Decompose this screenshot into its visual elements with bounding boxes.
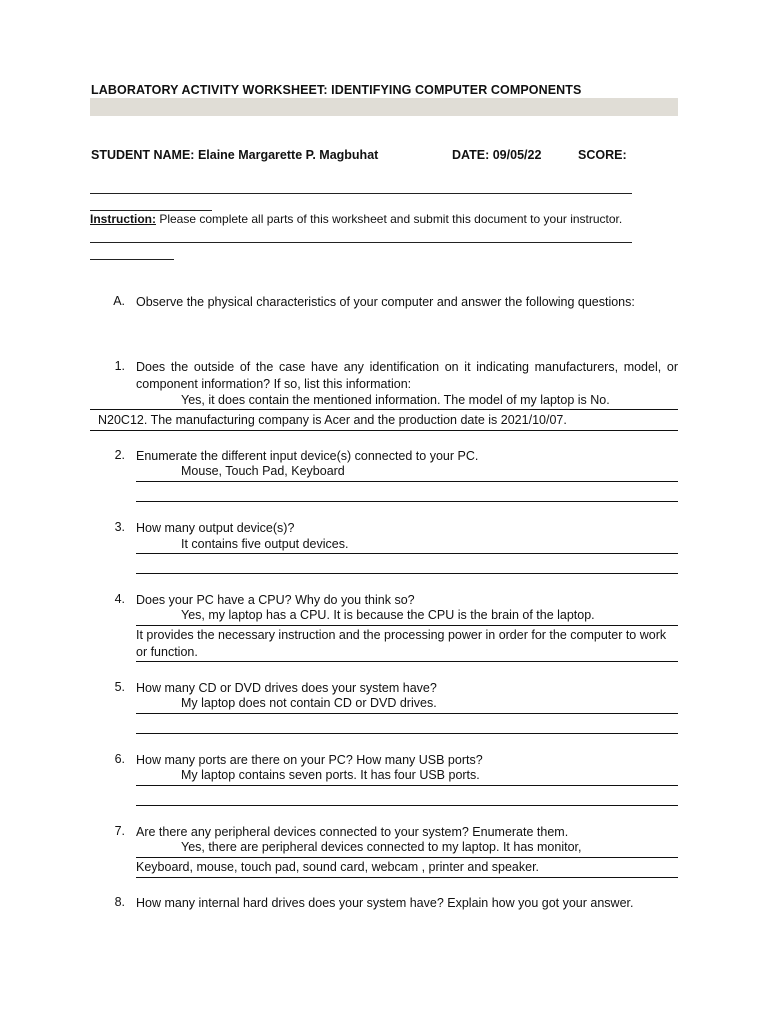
title-shaded-band — [90, 98, 678, 116]
answer-text: Yes, there are peripheral devices connected to my laptop. It has monitor, — [181, 840, 582, 854]
student-name: STUDENT NAME: Elaine Margarette P. Magbuhat — [91, 148, 379, 162]
answer-line — [136, 877, 678, 878]
question-number: 2. — [114, 448, 125, 462]
date-field: DATE: 09/05/22 — [452, 148, 542, 162]
instruction-text: Please complete all parts of this worksheet and submit this document to your instructor. — [156, 212, 623, 226]
question-text: How many ports are there on your PC? How many USB ports? — [136, 753, 483, 767]
answer-text: It provides the necessary instruction and the processing power in order for the computer to work or function. — [136, 628, 667, 659]
answer-line — [136, 733, 678, 734]
question-text: Are there any peripheral devices connected to your system? Enumerate them. — [136, 825, 569, 839]
answer-line — [136, 805, 678, 806]
question-number: 1. — [114, 359, 125, 373]
answer-line — [136, 857, 678, 858]
question-text: How many CD or DVD drives does your system have? — [136, 681, 437, 695]
question-text: How many output device(s)? — [136, 521, 295, 535]
score-field: SCORE: — [578, 148, 627, 162]
question-number: 7. — [114, 824, 125, 838]
answer-text: Yes, my laptop has a CPU. It is because the CPU is the brain of the laptop. — [181, 608, 595, 622]
question-number: 8. — [114, 895, 125, 909]
answer-line — [136, 553, 678, 554]
divider-line-short — [90, 210, 212, 211]
question-number: 4. — [114, 592, 125, 606]
answer-line — [136, 785, 678, 786]
answer-text: It contains five output devices. — [181, 537, 349, 551]
question-number: 5. — [114, 680, 125, 694]
answer-text: Yes, it does contain the mentioned information. The model of my laptop is No. — [181, 393, 610, 407]
answer-text: Mouse, Touch Pad, Keyboard — [181, 464, 345, 478]
instruction — [90, 212, 622, 226]
question-number: 3. — [114, 520, 125, 534]
answer-line — [136, 713, 678, 714]
question-text: Enumerate the different input device(s) connected to your PC. — [136, 449, 479, 463]
divider-line-short — [90, 259, 174, 260]
divider-line — [90, 193, 632, 194]
question-text: Does the outside of the case have any identification on it indicating manufacturers, model, or component information? If so, list this information: — [136, 360, 678, 391]
instruction-label: Instruction: — [90, 212, 156, 226]
answer-line — [136, 661, 678, 662]
answer-text: Keyboard, mouse, touch pad, sound card, webcam , printer and speaker. — [136, 860, 540, 874]
answer-line — [136, 625, 678, 626]
section-marker: A. — [113, 294, 125, 308]
question-number: 6. — [114, 752, 125, 766]
question-text: Does your PC have a CPU? Why do you think so? — [136, 593, 415, 607]
divider-line — [90, 242, 632, 243]
answer-line — [136, 501, 678, 502]
worksheet-title: LABORATORY ACTIVITY WORKSHEET: IDENTIFYING COMPUTER COMPONENTS — [91, 83, 582, 97]
answer-line — [136, 481, 678, 482]
answer-text: N20C12. The manufacturing company is Acer and the production date is 2021/10/07. — [98, 413, 567, 427]
answer-line — [90, 409, 678, 410]
answer-text: My laptop does not contain CD or DVD drives. — [181, 696, 437, 710]
answer-line — [90, 430, 678, 431]
section-a-text: Observe the physical characteristics of your computer and answer the following questions: — [136, 295, 635, 309]
answer-line — [136, 573, 678, 574]
answer-text: My laptop contains seven ports. It has four USB ports. — [181, 768, 480, 782]
question-text: How many internal hard drives does your system have? Explain how you got your answer. — [136, 896, 634, 910]
